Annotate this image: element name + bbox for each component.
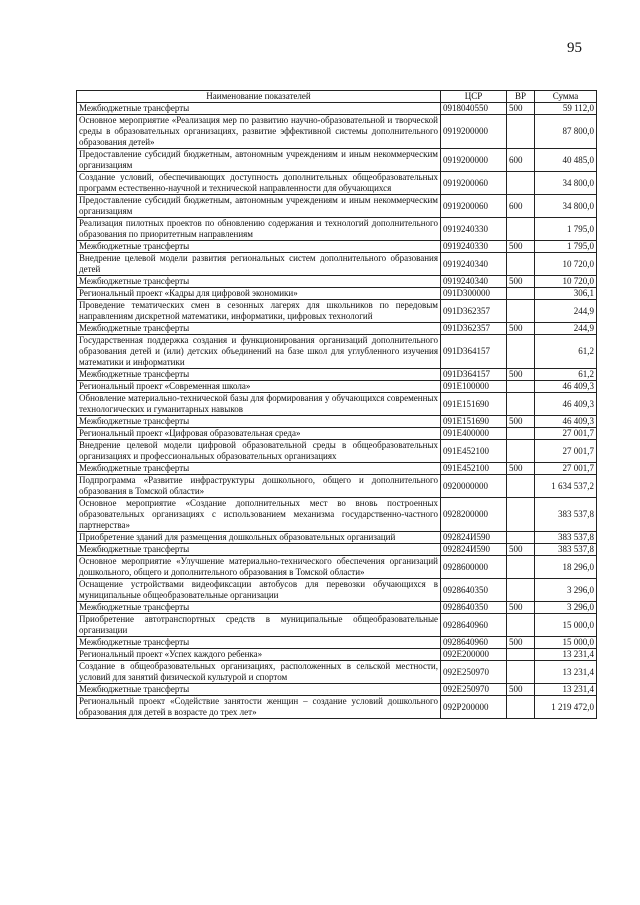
cell-vr: 500 <box>507 684 535 696</box>
cell-name: Межбюджетные трансферты <box>77 103 441 115</box>
cell-vr <box>507 696 535 719</box>
table-row <box>77 684 597 696</box>
cell-sum: 40 485,0 <box>535 149 597 172</box>
cell-name: Региональный проект «Кадры для цифровой экономики» <box>77 288 441 300</box>
cell-sum: 15 000,0 <box>535 614 597 637</box>
cell-sum: 1 795,0 <box>535 218 597 241</box>
table-row <box>77 241 597 253</box>
cell-csr: 0928640960 <box>441 637 507 649</box>
table-header-row <box>77 91 597 103</box>
cell-vr <box>507 115 535 149</box>
cell-csr: 092E200000 <box>441 649 507 661</box>
cell-vr: 500 <box>507 637 535 649</box>
cell-name: Региональный проект «Современная школа» <box>77 381 441 393</box>
cell-name: Государственная поддержка создания и функционирования организаций дополнительного образования детей и (или) детских объединений на базе школ для углубленного изучения математики и информатики <box>77 335 441 369</box>
cell-csr: 091E100000 <box>441 381 507 393</box>
cell-vr <box>507 579 535 602</box>
cell-csr: 0919200000 <box>441 115 507 149</box>
cell-csr: 0919240340 <box>441 253 507 276</box>
cell-csr: 092824И590 <box>441 532 507 544</box>
cell-name: Приобретение зданий для размещения дошкольных образовательных организаций <box>77 532 441 544</box>
cell-sum: 3 296,0 <box>535 602 597 614</box>
cell-name: Межбюджетные трансферты <box>77 241 441 253</box>
cell-csr: 091D364157 <box>441 369 507 381</box>
table-row <box>77 195 597 218</box>
cell-sum: 1 219 472,0 <box>535 696 597 719</box>
cell-name: Межбюджетные трансферты <box>77 602 441 614</box>
cell-sum: 244,9 <box>535 323 597 335</box>
table-row <box>77 475 597 498</box>
cell-csr: 0928200000 <box>441 498 507 532</box>
cell-vr: 500 <box>507 323 535 335</box>
page-number: 95 <box>567 40 582 56</box>
cell-sum: 46 409,3 <box>535 381 597 393</box>
cell-name: Региональный проект «Содействие занятости женщин – создание условий дошкольного образования для детей в возрасте до трех лет» <box>77 696 441 719</box>
cell-sum: 306,1 <box>535 288 597 300</box>
cell-name: Проведение тематических смен в сезонных лагерях для школьников по передовым направлениям дискретной математики, информатики, цифровых технологий <box>77 300 441 323</box>
table-row <box>77 637 597 649</box>
cell-csr: 091E400000 <box>441 428 507 440</box>
cell-name: Создание условий, обеспечивающих доступность дополнительных общеобразовательных программ естественно-научной и технической направленности для обучающихся <box>77 172 441 195</box>
table-row <box>77 369 597 381</box>
cell-sum: 3 296,0 <box>535 579 597 602</box>
cell-csr: 0928640350 <box>441 602 507 614</box>
cell-vr <box>507 381 535 393</box>
table-row <box>77 172 597 195</box>
cell-vr: 500 <box>507 416 535 428</box>
table-row <box>77 532 597 544</box>
cell-name: Основное мероприятие «Улучшение материально-технического обеспечения организаций дошкольного, общего и дополнительного образования в Томской области» <box>77 556 441 579</box>
cell-name: Межбюджетные трансферты <box>77 544 441 556</box>
cell-vr: 500 <box>507 544 535 556</box>
cell-name: Внедрение целевой модели развития региональных систем дополнительного образования детей <box>77 253 441 276</box>
cell-sum: 27 001,7 <box>535 428 597 440</box>
cell-csr: 0919240330 <box>441 218 507 241</box>
cell-csr: 091D362357 <box>441 323 507 335</box>
cell-vr: 500 <box>507 463 535 475</box>
cell-sum: 87 800,0 <box>535 115 597 149</box>
cell-vr: 600 <box>507 195 535 218</box>
cell-vr <box>507 393 535 416</box>
cell-csr: 091E151690 <box>441 393 507 416</box>
cell-sum: 18 296,0 <box>535 556 597 579</box>
cell-csr: 0920000000 <box>441 475 507 498</box>
cell-vr <box>507 440 535 463</box>
cell-csr: 092E250970 <box>441 684 507 696</box>
cell-vr <box>507 172 535 195</box>
cell-name: Внедрение целевой модели цифровой образовательной среды в общеобразовательных организациях и профессиональных образовательных организациях <box>77 440 441 463</box>
budget-table <box>76 90 597 719</box>
cell-sum: 13 231,4 <box>535 684 597 696</box>
table-row <box>77 218 597 241</box>
table-row <box>77 115 597 149</box>
cell-vr <box>507 335 535 369</box>
cell-name: Основное мероприятие «Создание дополнительных мест во вновь построенных образовательных организациях с использованием механизма государственно-частного партнерства» <box>77 498 441 532</box>
cell-name: Обновление материально-технической базы для формирования у обучающихся современных технологических и гуманитарных навыков <box>77 393 441 416</box>
cell-vr: 500 <box>507 103 535 115</box>
table-row <box>77 602 597 614</box>
cell-vr <box>507 498 535 532</box>
cell-sum: 46 409,3 <box>535 416 597 428</box>
cell-name: Межбюджетные трансферты <box>77 684 441 696</box>
cell-sum: 34 800,0 <box>535 172 597 195</box>
cell-csr: 0919240330 <box>441 241 507 253</box>
cell-sum: 10 720,0 <box>535 253 597 276</box>
table-row <box>77 440 597 463</box>
cell-vr <box>507 288 535 300</box>
table-row <box>77 393 597 416</box>
cell-name: Межбюджетные трансферты <box>77 637 441 649</box>
table-row <box>77 335 597 369</box>
cell-vr <box>507 475 535 498</box>
table-row <box>77 463 597 475</box>
header-sum: Сумма <box>535 91 597 103</box>
cell-vr <box>507 661 535 684</box>
cell-sum: 34 800,0 <box>535 195 597 218</box>
table-row <box>77 381 597 393</box>
cell-vr: 500 <box>507 276 535 288</box>
cell-csr: 091D364157 <box>441 335 507 369</box>
cell-csr: 0928640350 <box>441 579 507 602</box>
cell-sum: 61,2 <box>535 369 597 381</box>
table-row <box>77 276 597 288</box>
table-row <box>77 149 597 172</box>
cell-sum: 10 720,0 <box>535 276 597 288</box>
cell-csr: 092P200000 <box>441 696 507 719</box>
cell-csr: 0919240340 <box>441 276 507 288</box>
cell-name: Реализация пилотных проектов по обновлению содержания и технологий дополнительного образования по приоритетным направлениям <box>77 218 441 241</box>
cell-csr: 0919200060 <box>441 195 507 218</box>
cell-name: Межбюджетные трансферты <box>77 276 441 288</box>
cell-sum: 244,9 <box>535 300 597 323</box>
cell-csr: 091D300000 <box>441 288 507 300</box>
table-row <box>77 649 597 661</box>
cell-name: Межбюджетные трансферты <box>77 369 441 381</box>
cell-sum: 59 112,0 <box>535 103 597 115</box>
cell-csr: 092E250970 <box>441 661 507 684</box>
cell-csr: 0928640960 <box>441 614 507 637</box>
header-vr: ВР <box>507 91 535 103</box>
cell-vr <box>507 300 535 323</box>
table-row <box>77 323 597 335</box>
cell-csr: 0918040550 <box>441 103 507 115</box>
cell-name: Межбюджетные трансферты <box>77 416 441 428</box>
cell-name: Создание в общеобразовательных организациях, расположенных в сельской местности, условий для занятий физической культурой и спортом <box>77 661 441 684</box>
cell-vr <box>507 253 535 276</box>
table-row <box>77 661 597 684</box>
cell-vr <box>507 556 535 579</box>
cell-vr: 600 <box>507 149 535 172</box>
cell-name: Межбюджетные трансферты <box>77 463 441 475</box>
table-row <box>77 428 597 440</box>
table-row <box>77 103 597 115</box>
cell-name: Оснащение устройствами видеофиксации автобусов для перевозки обучающихся в муниципальные общеобразовательные организации <box>77 579 441 602</box>
cell-name: Региональный проект «Цифровая образовательная среда» <box>77 428 441 440</box>
cell-csr: 092824И590 <box>441 544 507 556</box>
cell-name: Межбюджетные трансферты <box>77 323 441 335</box>
table-row <box>77 416 597 428</box>
table-row <box>77 288 597 300</box>
cell-name: Приобретение автотранспортных средств в муниципальные общеобразовательные организации <box>77 614 441 637</box>
cell-vr: 500 <box>507 602 535 614</box>
cell-vr <box>507 218 535 241</box>
cell-sum: 27 001,7 <box>535 440 597 463</box>
cell-sum: 15 000,0 <box>535 637 597 649</box>
cell-sum: 383 537,8 <box>535 498 597 532</box>
cell-name: Региональный проект «Успех каждого ребенка» <box>77 649 441 661</box>
cell-vr: 500 <box>507 369 535 381</box>
cell-sum: 13 231,4 <box>535 661 597 684</box>
cell-vr <box>507 532 535 544</box>
cell-csr: 091D362357 <box>441 300 507 323</box>
cell-csr: 0919200060 <box>441 172 507 195</box>
cell-csr: 0928600000 <box>441 556 507 579</box>
cell-sum: 61,2 <box>535 335 597 369</box>
table-row <box>77 696 597 719</box>
table-row <box>77 614 597 637</box>
table-row <box>77 579 597 602</box>
table-row <box>77 556 597 579</box>
cell-name: Основное мероприятие «Реализация мер по развитию научно-образовательной и творческой среды в образовательных организациях, развитие эффективной системы дополнительного образования детей» <box>77 115 441 149</box>
cell-sum: 1 634 537,2 <box>535 475 597 498</box>
cell-vr <box>507 649 535 661</box>
cell-csr: 091E452100 <box>441 463 507 475</box>
cell-sum: 1 795,0 <box>535 241 597 253</box>
cell-sum: 383 537,8 <box>535 532 597 544</box>
table-row <box>77 544 597 556</box>
table-row <box>77 300 597 323</box>
cell-vr: 500 <box>507 241 535 253</box>
cell-vr <box>507 428 535 440</box>
header-name: Наименование показателей <box>77 91 441 103</box>
header-csr: ЦСР <box>441 91 507 103</box>
cell-csr: 091E452100 <box>441 440 507 463</box>
cell-sum: 46 409,3 <box>535 393 597 416</box>
cell-csr: 091E151690 <box>441 416 507 428</box>
cell-csr: 0919200000 <box>441 149 507 172</box>
cell-sum: 27 001,7 <box>535 463 597 475</box>
cell-sum: 13 231,4 <box>535 649 597 661</box>
cell-name: Предоставление субсидий бюджетным, автономным учреждениям и иным некоммерческим организациям <box>77 195 441 218</box>
cell-vr <box>507 614 535 637</box>
table-row <box>77 498 597 532</box>
cell-sum: 383 537,8 <box>535 544 597 556</box>
cell-name: Предоставление субсидий бюджетным, автономным учреждениям и иным некоммерческим организациям <box>77 149 441 172</box>
cell-name: Подпрограмма «Развитие инфраструктуры дошкольного, общего и дополнительного образования в Томской области» <box>77 475 441 498</box>
table-row <box>77 253 597 276</box>
